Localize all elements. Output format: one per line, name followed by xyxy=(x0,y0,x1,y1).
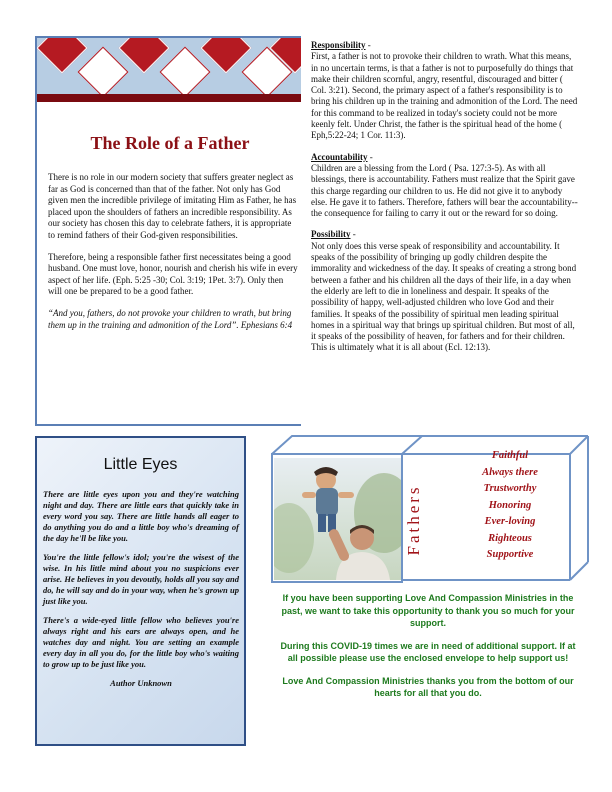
white-diamond-icon xyxy=(160,47,211,94)
heading-suffix: - xyxy=(365,40,371,50)
section-heading: Possibility xyxy=(311,229,351,240)
trait-item: Righteous xyxy=(488,532,532,544)
father-son-photo xyxy=(274,458,401,580)
heading-suffix: - xyxy=(350,229,356,240)
article-paragraph: Therefore, being a responsible father first necessitates being a good husband. One must love, honor, nourish and cherish his wife in every aspect of her life. (Eph. 5:25 -30; Col. 3:19; 1Pet. 3:7). Only then will one be prepared to be a good father. xyxy=(48,251,298,297)
trait-item: Ever-loving xyxy=(484,516,536,527)
support-paragraph: Love And Compassion Ministries thanks you from the bottom of our hearts for all that you do. xyxy=(282,675,574,698)
poem-author: Author Unknown xyxy=(110,678,172,688)
poem-stanza: There are little eyes upon you and they're watching night and day. There are little ears that quickly take in every word you say. There are little hands all eager to do anything you do and a little boy who's dreaming of the day he'll be like you. xyxy=(43,489,239,543)
section-responsibility xyxy=(311,40,579,142)
support-message xyxy=(276,592,580,710)
father-traits-list xyxy=(446,448,574,564)
trait-item: Faithful xyxy=(491,450,529,461)
maroon-divider xyxy=(37,94,301,102)
support-paragraph: If you have been supporting Love And Compassion Ministries in the past, we want to take this opportunity to thank you so much for your support. xyxy=(281,593,575,628)
fathers-word xyxy=(395,470,435,570)
diamond-banner xyxy=(37,38,301,94)
poem-stanza: You're the little fellow's idol; you're the wisest of the wise. In his little mind about you no suspicions ever arise. He believes in you devoutly, holds all you say and do, he will say and do in your way, when he's grown up just like you. xyxy=(43,552,239,606)
section-possibility xyxy=(311,229,579,353)
trait-item: Supportive xyxy=(486,549,534,560)
trait-item: Always there xyxy=(482,466,538,478)
fathers-vertical-text: Fathers xyxy=(403,484,423,556)
support-paragraph: During this COVID-19 times we are in need of additional support. If at all possible please use the enclosed envelope to help support us! xyxy=(280,640,576,663)
article-title: The Role of a Father xyxy=(90,133,250,153)
poem-stanza: There's a wide-eyed little fellow who believes you're always right and his ears are always open, and he watches day and night. You are setting an example every day in all you do, for the little boy who's waiting to grow up to be just like you. xyxy=(43,615,239,669)
section-heading: Responsibility xyxy=(311,40,366,50)
poem-body xyxy=(43,489,239,689)
right-column xyxy=(311,40,579,364)
section-text: Children are a blessing from the Lord ( Psa. 127:3-5). As with all blessings, there is accountability. Fathers must realize that the Spirit gave this charge regarding our children to us. He did not give it to anybody else. He gave it to fathers. Therefore, fathers will bear the accountability-- the consequence for failing to carry it out or the reward for so doing. xyxy=(311,162,578,219)
heading-suffix: - xyxy=(367,151,373,162)
section-heading: Accountability xyxy=(311,151,368,162)
section-accountability xyxy=(311,152,579,220)
white-diamond-icon xyxy=(78,47,129,94)
trait-item: Trustworthy xyxy=(483,483,537,494)
section-text: Not only does this verse speak of responsibility and accountability. It speaks of the possibility of bringing up godly children despite the immorality and wickedness of the day. It speaks of creating a strong bond between a father and his children all the days of their life, in a day when the elderly are left to die in loneliness and despair. It speaks of the possibility of happy, well-adjusted children who love God and their families. It speaks of the possibility of spiritual men leading spiritual homes in a spiritual way that brings up spiritual children. But most of all, it speaks of the possibility of heaven, for fathers and for their children. This is ultimately what it is all about (Ecl. 12:13). xyxy=(311,240,577,353)
section-text: First, a father is not to provoke their children to wrath. What this means, in no uncertain terms, is that a father is not to purposefully do things that make their children scornful, angry, resentful, discouraged and bitter ( Col. 3:21). Second, the primary aspect of a father's responsibility is to bring his children up in the training and admonition of the Lord. The need for this command to be realized in today's society could not be more keenly felt. Under Christ, the father is the spiritual head of the home ( Eph,5:22-24; 1 Cor. 11:3). xyxy=(311,51,578,141)
article-paragraph: There is no role in our modern society that suffers greater neglect as far as God is concerned than that of the father. Not only has God given men the incredible privilege of imitating Him as Father, he has placed upon the shoulders of fathers an incredible responsibility. As our society has chosen this day to celebrate fathers, it is appropriate to remind fathers of their God-given responsibilities. xyxy=(48,172,297,240)
trait-item: Honoring xyxy=(488,499,532,511)
article-body xyxy=(48,172,298,341)
poem-title: Little Eyes xyxy=(103,456,178,473)
scripture-quote: “And you, fathers, do not provoke your children to wrath, but bring them up in the training and admonition of the Lord”. Ephesians 6:4 xyxy=(48,307,293,330)
